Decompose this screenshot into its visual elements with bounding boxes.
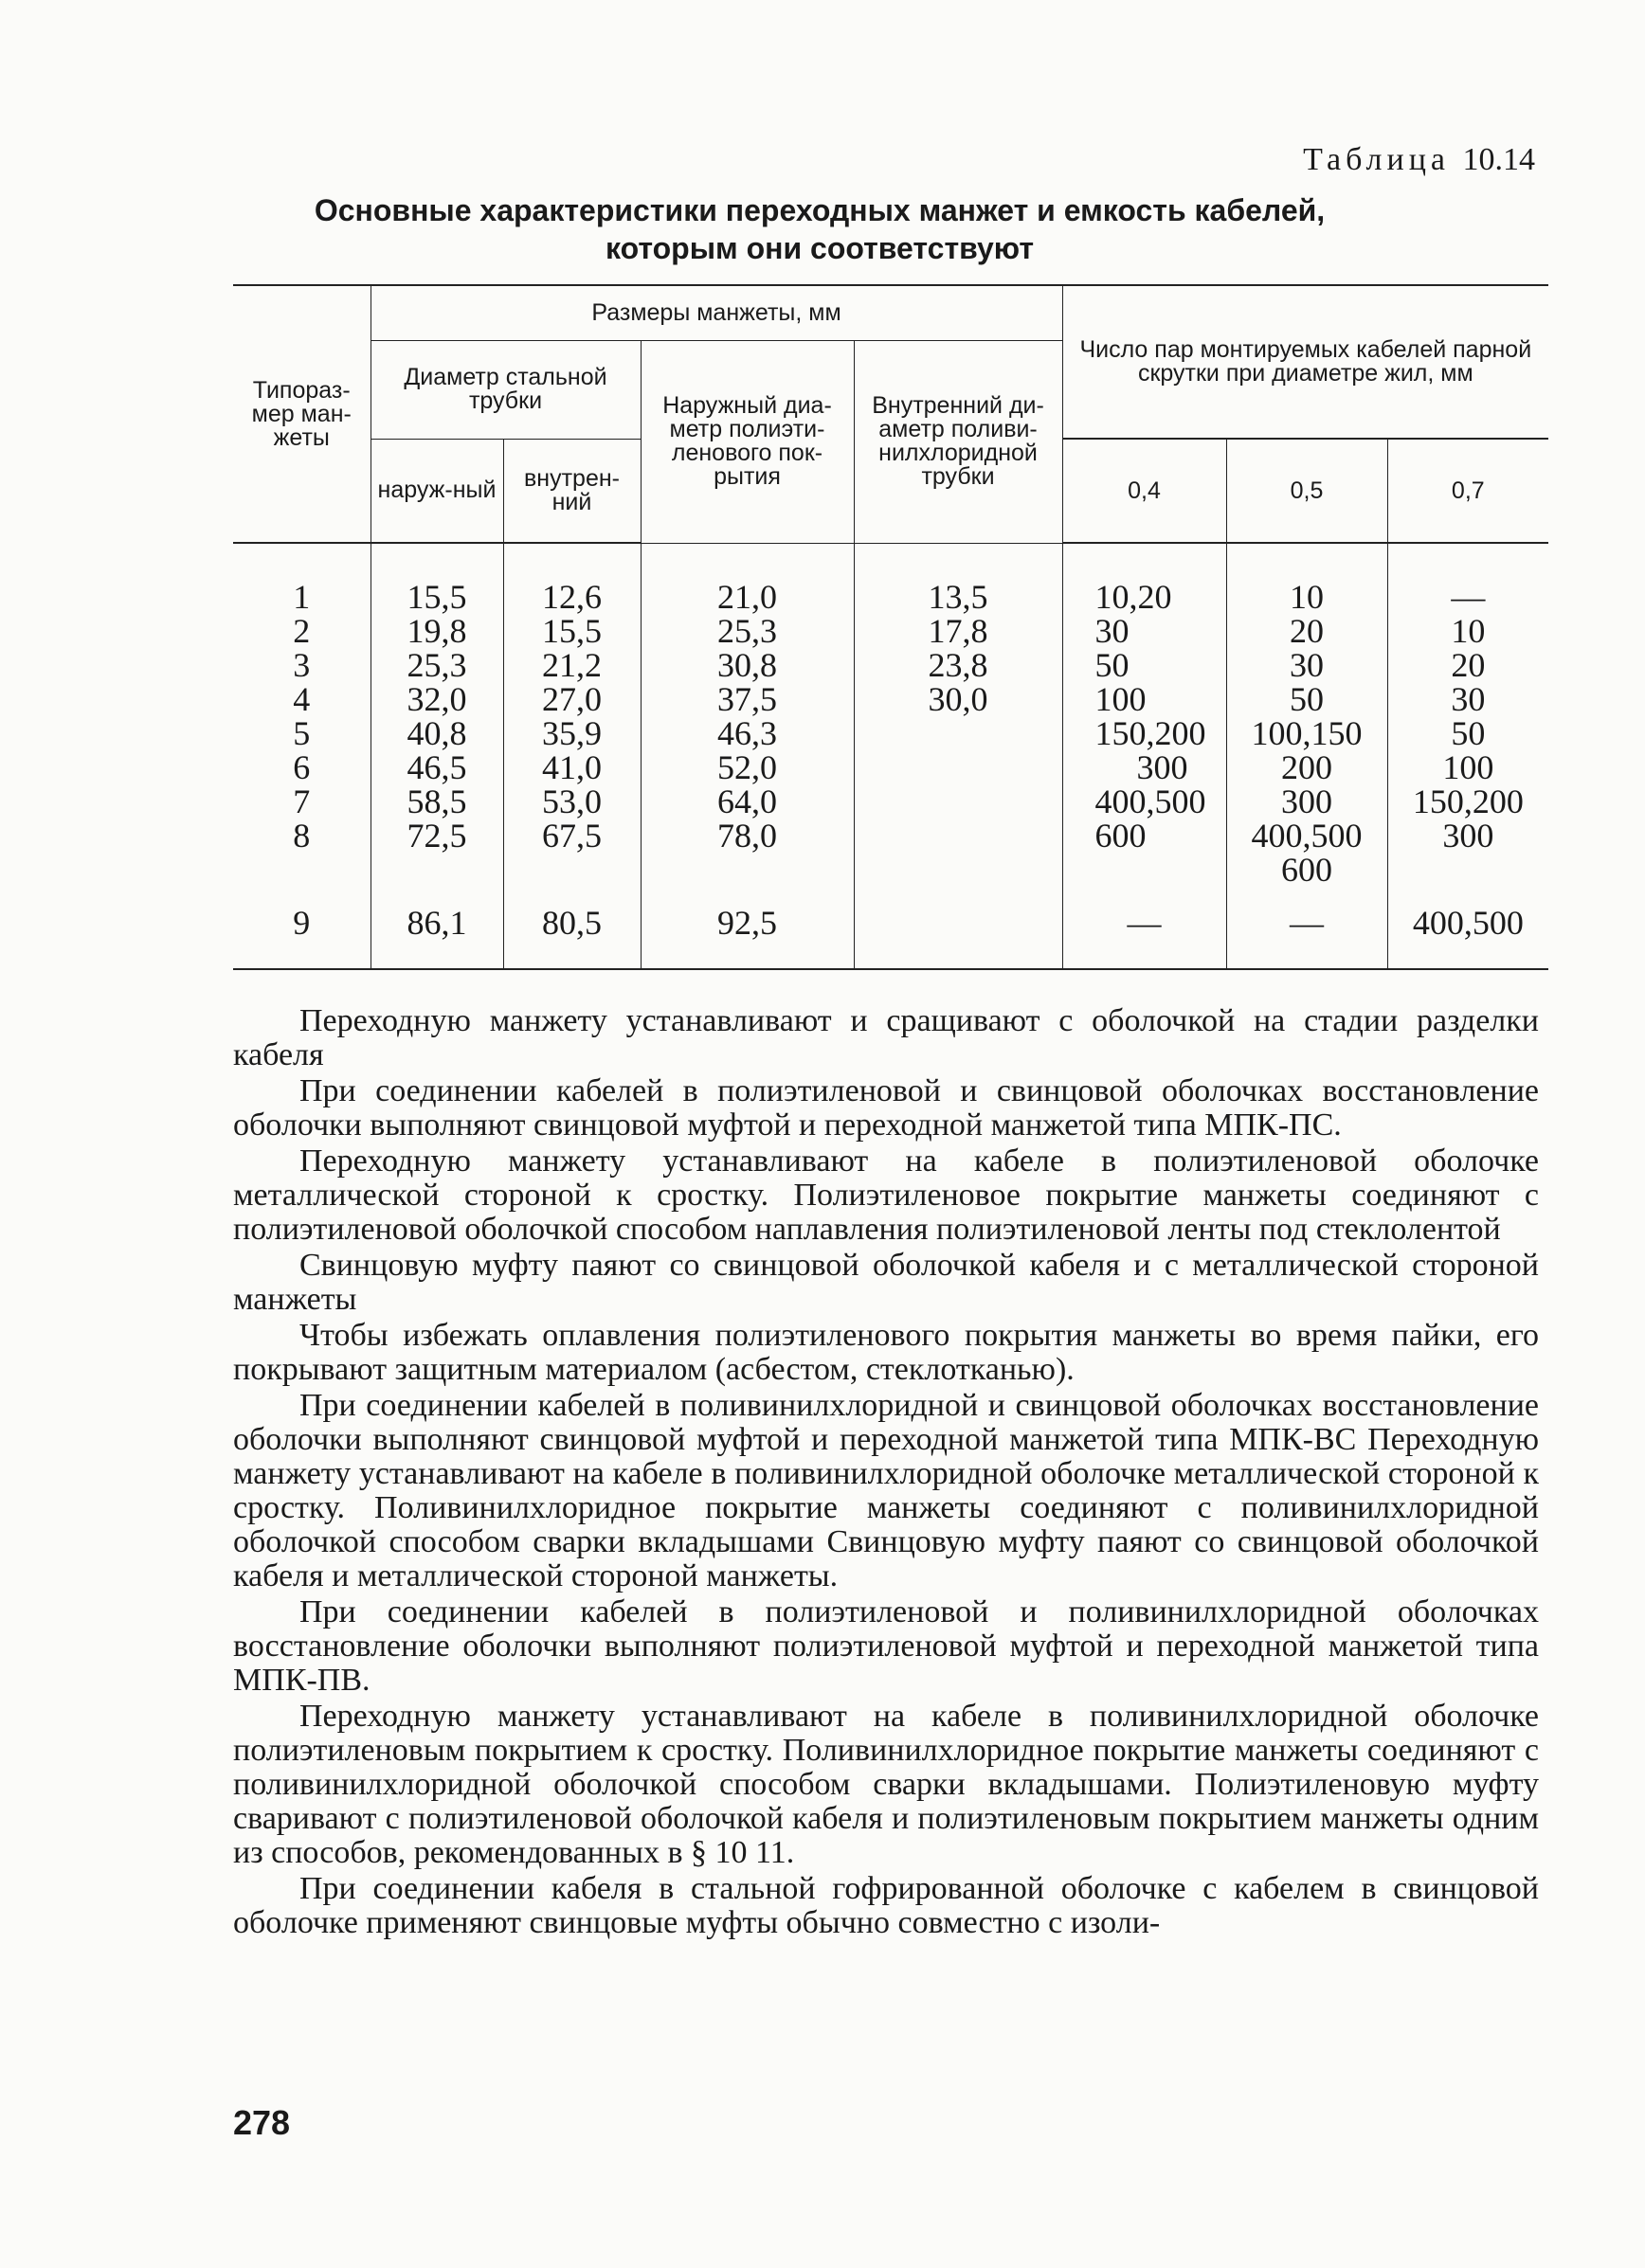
cell-pairs-05: 30 — [1226, 648, 1387, 682]
cell-pairs-05-line-2: 600 — [1281, 851, 1333, 889]
cell-pairs-04: — — [1062, 887, 1226, 969]
cell-pairs-07: 150,200 — [1387, 784, 1548, 819]
cell-type-size: 5 — [233, 716, 371, 750]
table-row — [233, 648, 1548, 682]
body-text — [233, 1004, 1539, 1942]
header-sizes-group: Размеры манжеты, мм — [371, 285, 1062, 340]
table-row — [233, 819, 1548, 887]
cell-pe-outer: 46,3 — [641, 716, 854, 750]
cell-outer: 25,3 — [371, 648, 503, 682]
table-row — [233, 614, 1548, 648]
cell-pairs-05: 20 — [1226, 614, 1387, 648]
cell-pairs-04: 50 — [1062, 648, 1226, 682]
table-title-line-2: которым они соответствуют — [606, 231, 1034, 265]
paragraph: При соединении кабелей в полиэтиленовой и поливинилхлоридной оболочках восстановление оболочки выполняют полиэтиленовой муфтой и переходной манжетой типа МПК-ПВ. — [233, 1594, 1539, 1698]
cell-pvc-inner — [854, 887, 1062, 969]
table-row — [233, 682, 1548, 716]
header-inner: внутрен-ний — [503, 439, 641, 543]
page-number: 278 — [233, 2103, 291, 2142]
cell-pairs-04: 400,500 — [1062, 784, 1226, 819]
cell-pairs-07: — — [1387, 543, 1548, 614]
cell-outer: 46,5 — [371, 750, 503, 784]
cell-type-size: 8 — [233, 819, 371, 887]
cell-pairs-04: 600 — [1062, 819, 1226, 887]
table-row — [233, 750, 1548, 784]
cell-pairs-07: 10 — [1387, 614, 1548, 648]
cell-pairs-04: 150,200 — [1062, 716, 1226, 750]
header-outer: наруж-ный — [371, 439, 503, 543]
header-d05: 0,5 — [1226, 439, 1387, 543]
cell-pvc-inner: 17,8 — [854, 614, 1062, 648]
cell-type-size: 3 — [233, 648, 371, 682]
cell-pairs-04: 100 — [1062, 682, 1226, 716]
cell-outer: 32,0 — [371, 682, 503, 716]
cell-type-size: 1 — [233, 543, 371, 614]
cell-pairs-07: 50 — [1387, 716, 1548, 750]
header-d07: 0,7 — [1387, 439, 1548, 543]
cell-pvc-inner — [854, 784, 1062, 819]
cell-type-size: 2 — [233, 614, 371, 648]
cell-pairs-05: 10 — [1226, 543, 1387, 614]
cell-inner: 67,5 — [503, 819, 641, 887]
cell-outer: 58,5 — [371, 784, 503, 819]
cell-pe-outer: 64,0 — [641, 784, 854, 819]
cell-outer: 15,5 — [371, 543, 503, 614]
paragraph: Чтобы избежать оплавления полиэтиленового покрытия манжеты во время пайки, его покрывают защитным материалом (асбестом, стеклотканью). — [233, 1318, 1539, 1387]
cell-inner: 80,5 — [503, 887, 641, 969]
cell-pvc-inner — [854, 819, 1062, 887]
table-title — [233, 191, 1406, 267]
cell-pvc-inner: 30,0 — [854, 682, 1062, 716]
table-row — [233, 784, 1548, 819]
cell-pairs-07: 100 — [1387, 750, 1548, 784]
cell-pairs-05 — [1226, 819, 1387, 887]
cell-pairs-05: 300 — [1226, 784, 1387, 819]
table-row — [233, 887, 1548, 969]
table-title-line-1: Основные характеристики переходных манжет и емкость кабелей, — [314, 193, 1326, 227]
cell-pe-outer: 30,8 — [641, 648, 854, 682]
cell-pairs-07: 400,500 — [1387, 887, 1548, 969]
cell-pairs-07: 300 — [1387, 819, 1548, 887]
cell-pairs-05-line-1: 400,500 — [1251, 817, 1363, 855]
cell-inner: 21,2 — [503, 648, 641, 682]
header-d04: 0,4 — [1062, 439, 1226, 543]
table-label — [1303, 142, 1535, 178]
header-type-size: Типораз-мер ман-жеты — [233, 285, 371, 543]
cell-pvc-inner: 13,5 — [854, 543, 1062, 614]
cell-pe-outer: 52,0 — [641, 750, 854, 784]
paragraph: Переходную манжету устанавливают на кабеле в полиэтиленовой оболочке металлической стороной к сростку. Полиэтиленовое покрытие манжеты соединяют с полиэтиленовой оболочкой способом наплавления полиэтиленовой ленты под стеклолентой — [233, 1143, 1539, 1247]
cell-pe-outer: 78,0 — [641, 819, 854, 887]
cell-outer: 86,1 — [371, 887, 503, 969]
cell-pairs-04: 10,20 — [1062, 543, 1226, 614]
cell-pairs-07: 20 — [1387, 648, 1548, 682]
cell-type-size: 9 — [233, 887, 371, 969]
cell-pairs-05: — — [1226, 887, 1387, 969]
cell-pairs-05: 50 — [1226, 682, 1387, 716]
paragraph: При соединении кабелей в полиэтиленовой и свинцовой оболочках восстановление оболочки выполняют свинцовой муфтой и переходной манжетой типа МПК-ПС. — [233, 1073, 1539, 1143]
cell-inner: 41,0 — [503, 750, 641, 784]
cell-pe-outer: 37,5 — [641, 682, 854, 716]
paragraph: Свинцовую муфту паяют со свинцовой оболочкой кабеля и с металлической стороной манжеты — [233, 1248, 1539, 1317]
header-pe-outer-diameter: Наружный диа-метр полиэти-ленового пок-рытия — [641, 340, 854, 543]
paragraph: Переходную манжету устанавливают и сращивают с оболочкой на стадии разделки кабеля — [233, 1003, 1539, 1072]
cell-pe-outer: 92,5 — [641, 887, 854, 969]
cell-pe-outer: 21,0 — [641, 543, 854, 614]
cell-pairs-05: 200 — [1226, 750, 1387, 784]
cell-inner: 35,9 — [503, 716, 641, 750]
cell-outer: 40,8 — [371, 716, 503, 750]
cell-inner: 15,5 — [503, 614, 641, 648]
cell-pairs-04: 300 — [1062, 750, 1226, 784]
cell-pairs-05: 100,150 — [1226, 716, 1387, 750]
header-pairs-group: Число пар монтируемых кабелей парной скрутки при диаметре жил, мм — [1062, 285, 1548, 439]
cell-pvc-inner — [854, 750, 1062, 784]
cell-pairs-04: 30 — [1062, 614, 1226, 648]
paragraph: При соединении кабеля в стальной гофрированной оболочке с кабелем в свинцовой оболочке применяют свинцовые муфты обычно совместно с изоли- — [233, 1871, 1539, 1940]
paragraph: Переходную манжету устанавливают на кабеле в поливинилхлоридной оболочке полиэтиленовым покрытием к сростку. Поливинилхлоридное покрытие манжеты соединяют с поливинилхлоридной оболочкой способом сварки вкладышами. Полиэтиленовую муфту сваривают с полиэтиленовой оболочкой кабеля и полиэтиленовым покрытием манжеты одним из способов, рекомендованных в § 10 11. — [233, 1699, 1539, 1870]
table-number: 10.14 — [1462, 142, 1535, 177]
cell-outer: 19,8 — [371, 614, 503, 648]
cell-pvc-inner — [854, 716, 1062, 750]
data-table — [233, 284, 1548, 970]
cell-type-size: 4 — [233, 682, 371, 716]
cell-pairs-07: 30 — [1387, 682, 1548, 716]
cell-inner: 12,6 — [503, 543, 641, 614]
cell-pvc-inner: 23,8 — [854, 648, 1062, 682]
cell-pe-outer: 25,3 — [641, 614, 854, 648]
cell-inner: 53,0 — [503, 784, 641, 819]
cell-type-size: 7 — [233, 784, 371, 819]
cell-inner: 27,0 — [503, 682, 641, 716]
cell-outer: 72,5 — [371, 819, 503, 887]
header-pvc-inner-diameter: Внутренний ди-аметр поливи-нилхлоридной трубки — [854, 340, 1062, 543]
table-label-word: Таблица — [1303, 142, 1450, 177]
paragraph: При соединении кабелей в поливинилхлоридной и свинцовой оболочках восстановление оболочки выполняют свинцовой муфтой и переходной манжетой типа МПК-ВС Переходную манжету устанавливают на кабеле в поливинилхлоридной оболочке металлической стороной к сростку. Поливинилхлоридное покрытие манжеты соединяют с поливинилхлоридной оболочкой способом сварки вкладышами Свинцовую муфту паяют со свинцовой оболочкой кабеля и металлической стороной манжеты. — [233, 1388, 1539, 1593]
table-row — [233, 716, 1548, 750]
header-steel-tube-diameter: Диаметр стальной трубки — [371, 340, 641, 439]
table-row — [233, 543, 1548, 614]
cell-type-size: 6 — [233, 750, 371, 784]
